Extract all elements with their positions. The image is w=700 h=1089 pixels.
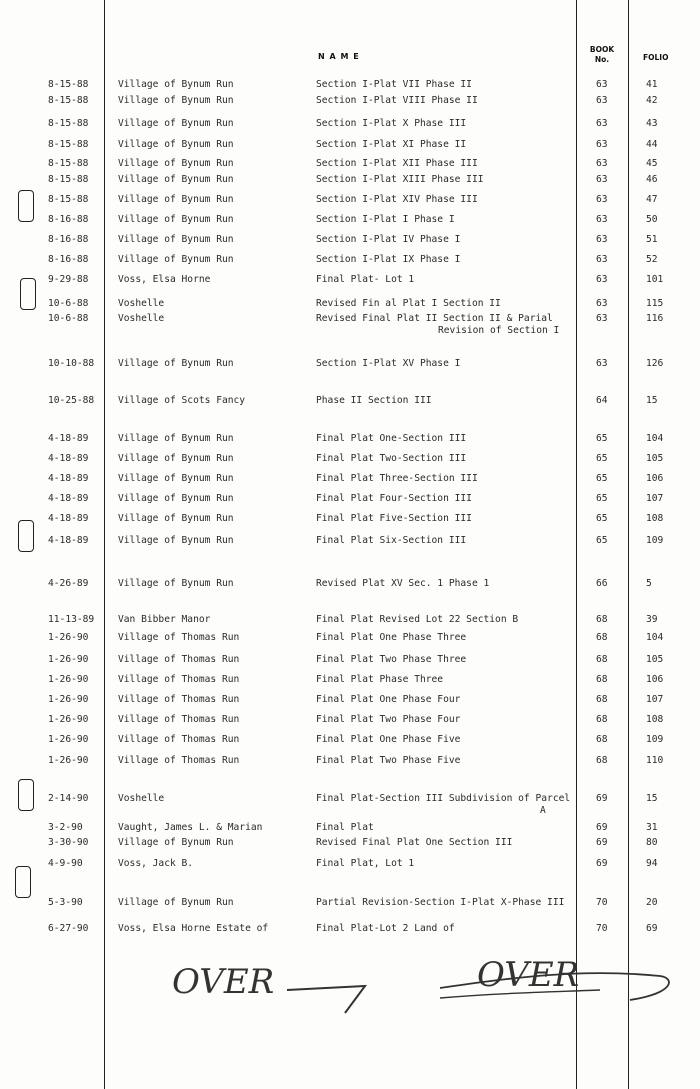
row-description: Revised Final Plat One Section III bbox=[316, 837, 513, 848]
row-folio-number: 69 bbox=[646, 923, 658, 934]
row-date: 10-6-88 bbox=[48, 313, 89, 324]
row-description: Final Plat One-Section III bbox=[316, 433, 467, 444]
row-date: 8-15-88 bbox=[48, 118, 89, 129]
row-date: 1-26-90 bbox=[48, 674, 89, 685]
row-name: Village of Scots Fancy bbox=[118, 395, 246, 406]
row-date: 2-14-90 bbox=[48, 793, 89, 804]
row-description: Section I-Plat XV Phase I bbox=[316, 358, 461, 369]
row-book-number: 63 bbox=[596, 214, 608, 225]
row-name: Voss, Jack B. bbox=[118, 858, 194, 869]
row-book-number: 68 bbox=[596, 674, 608, 685]
row-description-continued: Revision of Section I bbox=[438, 325, 560, 336]
row-date: 1-26-90 bbox=[48, 632, 89, 643]
row-book-number: 63 bbox=[596, 79, 608, 90]
row-description: Section I-Plat VIII Phase II bbox=[316, 95, 478, 106]
row-date: 1-26-90 bbox=[48, 694, 89, 705]
row-description: Final Plat, Lot 1 bbox=[316, 858, 415, 869]
row-book-number: 66 bbox=[596, 578, 608, 589]
row-description: Final Plat Revised Lot 22 Section B bbox=[316, 614, 519, 625]
row-book-number: 68 bbox=[596, 714, 608, 725]
row-description: Final Plat-Section III Subdivision of Parcel bbox=[316, 793, 571, 804]
row-date: 8-15-88 bbox=[48, 79, 89, 90]
row-name: Village of Bynum Run bbox=[118, 535, 234, 546]
row-folio-number: 80 bbox=[646, 837, 658, 848]
row-date: 4-26-89 bbox=[48, 578, 89, 589]
binder-hole-mark bbox=[20, 278, 36, 310]
row-book-number: 69 bbox=[596, 822, 608, 833]
row-date: 5-3-90 bbox=[48, 897, 83, 908]
row-name: Voss, Elsa Horne Estate of bbox=[118, 923, 269, 934]
book-header-line1: BOOK bbox=[589, 45, 615, 54]
row-name: Village of Bynum Run bbox=[118, 234, 234, 245]
row-description: Final Plat- Lot 1 bbox=[316, 274, 415, 285]
folio-column-rule bbox=[628, 0, 629, 1089]
row-folio-number: 108 bbox=[646, 513, 664, 524]
row-folio-number: 39 bbox=[646, 614, 658, 625]
handwritten-over-right: OVER bbox=[477, 955, 580, 995]
row-book-number: 69 bbox=[596, 793, 608, 804]
row-date: 1-26-90 bbox=[48, 734, 89, 745]
row-description: Revised Plat XV Sec. 1 Phase 1 bbox=[316, 578, 490, 589]
row-book-number: 63 bbox=[596, 139, 608, 150]
arrow-right-icon bbox=[430, 948, 680, 1018]
row-name: Village of Bynum Run bbox=[118, 194, 234, 205]
row-folio-number: 116 bbox=[646, 313, 664, 324]
row-description: Section I-Plat XIV Phase III bbox=[316, 194, 478, 205]
row-date: 4-18-89 bbox=[48, 453, 89, 464]
row-name: Village of Bynum Run bbox=[118, 174, 234, 185]
row-date: 4-9-90 bbox=[48, 858, 83, 869]
row-book-number: 65 bbox=[596, 473, 608, 484]
row-book-number: 63 bbox=[596, 274, 608, 285]
row-name: Village of Bynum Run bbox=[118, 358, 234, 369]
margin-rule bbox=[104, 0, 105, 1089]
row-date: 10-6-88 bbox=[48, 298, 89, 309]
row-book-number: 65 bbox=[596, 535, 608, 546]
row-folio-number: 110 bbox=[646, 755, 664, 766]
row-name: Village of Bynum Run bbox=[118, 118, 234, 129]
row-name: Village of Bynum Run bbox=[118, 578, 234, 589]
book-column-header bbox=[584, 45, 620, 65]
row-book-number: 63 bbox=[596, 95, 608, 106]
row-book-number: 65 bbox=[596, 433, 608, 444]
row-book-number: 63 bbox=[596, 254, 608, 265]
row-folio-number: 44 bbox=[646, 139, 658, 150]
row-folio-number: 52 bbox=[646, 254, 658, 265]
row-date: 1-26-90 bbox=[48, 755, 89, 766]
row-name: Village of Thomas Run bbox=[118, 734, 240, 745]
row-date: 8-15-88 bbox=[48, 174, 89, 185]
row-book-number: 65 bbox=[596, 493, 608, 504]
row-name: Village of Bynum Run bbox=[118, 453, 234, 464]
row-date: 3-30-90 bbox=[48, 837, 89, 848]
book-header-line2: No. bbox=[594, 55, 610, 64]
row-date: 4-18-89 bbox=[48, 493, 89, 504]
book-column-rule bbox=[576, 0, 577, 1089]
row-name: Village of Thomas Run bbox=[118, 694, 240, 705]
row-name: Village of Bynum Run bbox=[118, 95, 234, 106]
row-folio-number: 109 bbox=[646, 734, 664, 745]
row-description: Final Plat Phase Three bbox=[316, 674, 444, 685]
row-description: Section I-Plat VII Phase II bbox=[316, 79, 472, 90]
row-folio-number: 41 bbox=[646, 79, 658, 90]
row-folio-number: 107 bbox=[646, 493, 664, 504]
row-description: Final Plat Two-Section III bbox=[316, 453, 467, 464]
row-folio-number: 45 bbox=[646, 158, 658, 169]
row-folio-number: 20 bbox=[646, 897, 658, 908]
row-book-number: 69 bbox=[596, 858, 608, 869]
row-date: 1-26-90 bbox=[48, 714, 89, 725]
row-description: Revised Final Plat II Section II & Parial bbox=[316, 313, 553, 324]
row-date: 9-29-88 bbox=[48, 274, 89, 285]
row-name: Village of Thomas Run bbox=[118, 674, 240, 685]
row-description: Final Plat-Lot 2 Land of bbox=[316, 923, 455, 934]
row-folio-number: 50 bbox=[646, 214, 658, 225]
row-description: Section I-Plat I Phase I bbox=[316, 214, 455, 225]
row-folio-number: 94 bbox=[646, 858, 658, 869]
row-name: Village of Thomas Run bbox=[118, 714, 240, 725]
binder-hole-mark bbox=[18, 190, 34, 222]
row-description: Phase II Section III bbox=[316, 395, 432, 406]
row-date: 3-2-90 bbox=[48, 822, 83, 833]
row-folio-number: 47 bbox=[646, 194, 658, 205]
row-description: Section I-Plat IV Phase I bbox=[316, 234, 461, 245]
row-folio-number: 5 bbox=[646, 578, 652, 589]
row-description: Final Plat Six-Section III bbox=[316, 535, 467, 546]
row-book-number: 68 bbox=[596, 734, 608, 745]
row-description: Final Plat Two Phase Four bbox=[316, 714, 461, 725]
row-date: 11-13-89 bbox=[48, 614, 95, 625]
row-book-number: 68 bbox=[596, 654, 608, 665]
row-book-number: 63 bbox=[596, 313, 608, 324]
row-folio-number: 115 bbox=[646, 298, 664, 309]
row-book-number: 68 bbox=[596, 694, 608, 705]
row-description-continued: A bbox=[540, 805, 546, 816]
row-date: 8-15-88 bbox=[48, 95, 89, 106]
row-date: 10-25-88 bbox=[48, 395, 95, 406]
row-date: 8-15-88 bbox=[48, 139, 89, 150]
row-date: 8-15-88 bbox=[48, 194, 89, 205]
row-folio-number: 15 bbox=[646, 395, 658, 406]
row-name: Vaught, James L. & Marian bbox=[118, 822, 263, 833]
row-book-number: 69 bbox=[596, 837, 608, 848]
row-name: Village of Bynum Run bbox=[118, 433, 234, 444]
row-book-number: 63 bbox=[596, 194, 608, 205]
binder-hole-mark bbox=[15, 866, 31, 898]
row-book-number: 63 bbox=[596, 234, 608, 245]
binder-hole-mark bbox=[18, 520, 34, 552]
row-name: Village of Thomas Run bbox=[118, 755, 240, 766]
row-date: 8-15-88 bbox=[48, 158, 89, 169]
row-name: Village of Thomas Run bbox=[118, 632, 240, 643]
row-name: Village of Bynum Run bbox=[118, 158, 234, 169]
row-name: Voshelle bbox=[118, 313, 165, 324]
row-name: Village of Bynum Run bbox=[118, 837, 234, 848]
row-name: Village of Bynum Run bbox=[118, 473, 234, 484]
row-book-number: 68 bbox=[596, 632, 608, 643]
row-name: Voshelle bbox=[118, 298, 165, 309]
row-date: 8-16-88 bbox=[48, 234, 89, 245]
row-name: Village of Bynum Run bbox=[118, 513, 234, 524]
row-folio-number: 126 bbox=[646, 358, 664, 369]
row-book-number: 63 bbox=[596, 358, 608, 369]
row-folio-number: 43 bbox=[646, 118, 658, 129]
row-description: Final Plat Three-Section III bbox=[316, 473, 478, 484]
row-description: Revised Fin al Plat I Section II bbox=[316, 298, 501, 309]
row-date: 1-26-90 bbox=[48, 654, 89, 665]
row-name: Village of Bynum Run bbox=[118, 897, 234, 908]
row-folio-number: 104 bbox=[646, 632, 664, 643]
row-description: Section I-Plat IX Phase I bbox=[316, 254, 461, 265]
row-folio-number: 105 bbox=[646, 453, 664, 464]
row-folio-number: 107 bbox=[646, 694, 664, 705]
row-date: 6-27-90 bbox=[48, 923, 89, 934]
row-date: 10-10-88 bbox=[48, 358, 95, 369]
row-book-number: 64 bbox=[596, 395, 608, 406]
row-folio-number: 106 bbox=[646, 473, 664, 484]
row-book-number: 68 bbox=[596, 614, 608, 625]
row-description: Section I-Plat XII Phase III bbox=[316, 158, 478, 169]
row-description: Section I-Plat X Phase III bbox=[316, 118, 467, 129]
row-folio-number: 109 bbox=[646, 535, 664, 546]
row-description: Partial Revision-Section I-Plat X-Phase III bbox=[316, 897, 565, 908]
row-book-number: 63 bbox=[596, 118, 608, 129]
row-folio-number: 105 bbox=[646, 654, 664, 665]
row-book-number: 70 bbox=[596, 923, 608, 934]
row-folio-number: 42 bbox=[646, 95, 658, 106]
row-name: Village of Bynum Run bbox=[118, 79, 234, 90]
handwritten-over-left: OVER bbox=[172, 962, 275, 1002]
row-date: 4-18-89 bbox=[48, 433, 89, 444]
row-description: Final Plat Four-Section III bbox=[316, 493, 472, 504]
row-book-number: 65 bbox=[596, 453, 608, 464]
row-date: 4-18-89 bbox=[48, 535, 89, 546]
row-name: Van Bibber Manor bbox=[118, 614, 211, 625]
row-name: Voshelle bbox=[118, 793, 165, 804]
row-name: Village of Bynum Run bbox=[118, 139, 234, 150]
row-folio-number: 31 bbox=[646, 822, 658, 833]
row-book-number: 65 bbox=[596, 513, 608, 524]
binder-hole-mark bbox=[18, 779, 34, 811]
row-description: Section I-Plat XI Phase II bbox=[316, 139, 467, 150]
row-date: 8-16-88 bbox=[48, 254, 89, 265]
row-description: Final Plat bbox=[316, 822, 374, 833]
row-folio-number: 46 bbox=[646, 174, 658, 185]
folio-column-header: FOLIO bbox=[643, 53, 669, 62]
row-folio-number: 108 bbox=[646, 714, 664, 725]
row-name: Village of Bynum Run bbox=[118, 493, 234, 504]
row-name: Village of Bynum Run bbox=[118, 214, 234, 225]
row-book-number: 63 bbox=[596, 158, 608, 169]
row-description: Final Plat Two Phase Three bbox=[316, 654, 467, 665]
row-description: Final Plat Two Phase Five bbox=[316, 755, 461, 766]
row-folio-number: 51 bbox=[646, 234, 658, 245]
row-book-number: 63 bbox=[596, 298, 608, 309]
row-description: Final Plat One Phase Four bbox=[316, 694, 461, 705]
row-date: 4-18-89 bbox=[48, 473, 89, 484]
row-name: Village of Thomas Run bbox=[118, 654, 240, 665]
row-description: Final Plat One Phase Five bbox=[316, 734, 461, 745]
row-description: Section I-Plat XIII Phase III bbox=[316, 174, 484, 185]
arrow-right-icon bbox=[285, 968, 385, 1018]
row-book-number: 63 bbox=[596, 174, 608, 185]
row-date: 8-16-88 bbox=[48, 214, 89, 225]
row-name: Voss, Elsa Horne bbox=[118, 274, 211, 285]
row-name: Village of Bynum Run bbox=[118, 254, 234, 265]
name-column-header: N A M E bbox=[318, 52, 360, 61]
row-folio-number: 101 bbox=[646, 274, 664, 285]
row-date: 4-18-89 bbox=[48, 513, 89, 524]
row-description: Final Plat One Phase Three bbox=[316, 632, 467, 643]
row-book-number: 70 bbox=[596, 897, 608, 908]
row-folio-number: 15 bbox=[646, 793, 658, 804]
row-folio-number: 104 bbox=[646, 433, 664, 444]
row-description: Final Plat Five-Section III bbox=[316, 513, 472, 524]
row-book-number: 68 bbox=[596, 755, 608, 766]
row-folio-number: 106 bbox=[646, 674, 664, 685]
